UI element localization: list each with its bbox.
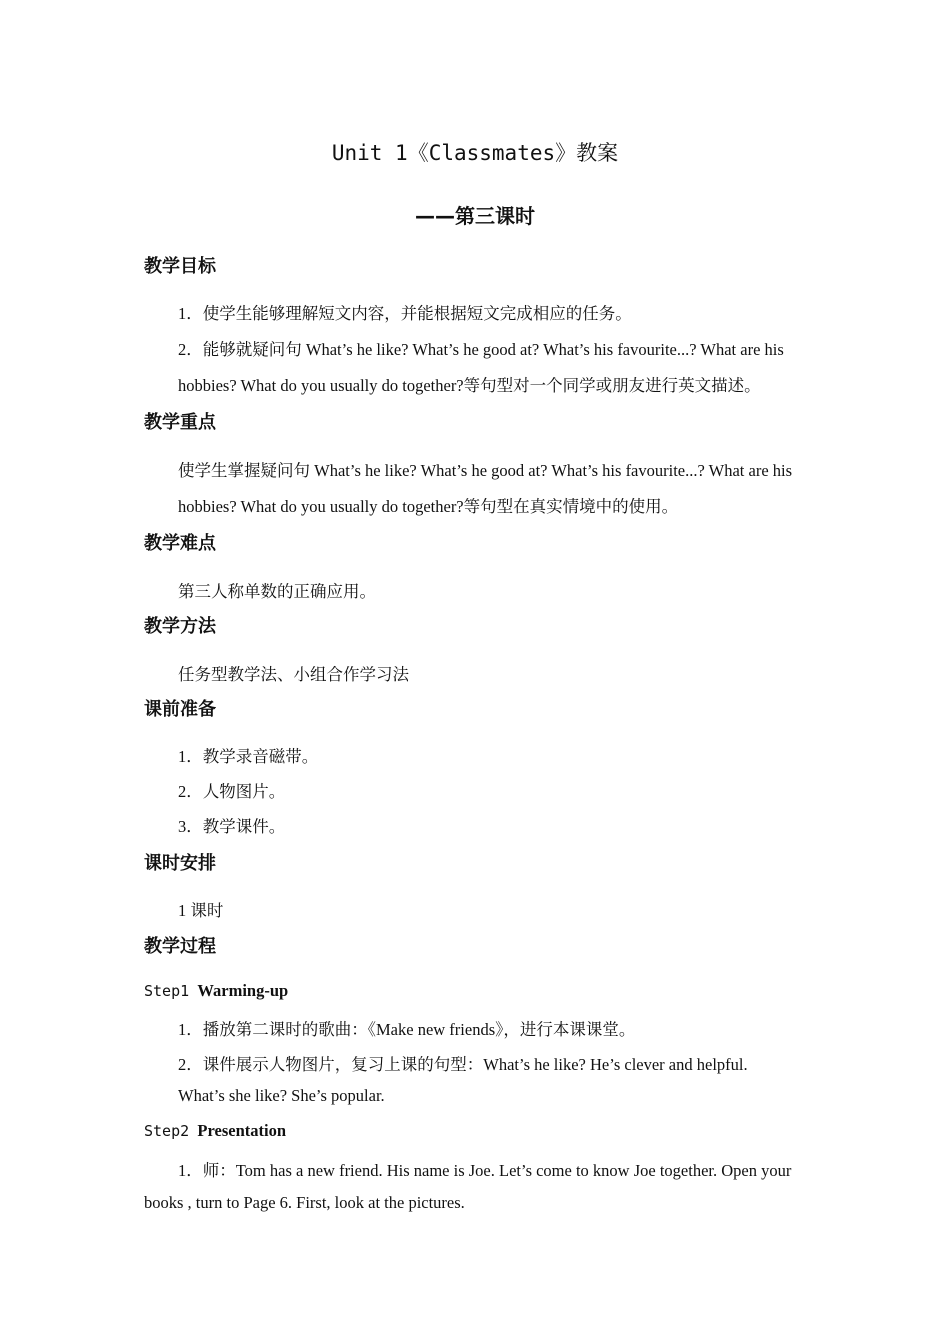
objective-item-2: 2．能够就疑问句 What’s he like? What’s he good at? What’s his favourite...? What are his <box>178 340 784 359</box>
key-points-line-1: 使学生掌握疑问句 What’s he like? What’s he good at? What’s his favourite...? What are his <box>178 461 793 480</box>
step1-line-3: What’s she like? She’s popular. <box>178 1086 385 1105</box>
step2-heading <box>144 1121 286 1141</box>
section-heading-process: 教学过程 <box>144 936 216 957</box>
preparation-item-3: 3．教学课件。 <box>178 817 286 836</box>
section-heading-difficulties: 教学难点 <box>144 533 216 554</box>
step1-label: Step1 <box>144 982 190 1000</box>
document-title: Unit 1《Classmates》教案 <box>331 141 619 165</box>
objective-item-1: 1．使学生能够理解短文内容，并能根据短文完成相应的任务。 <box>178 304 632 323</box>
step1-line-2: 2．课件展示人物图片，复习上课的句型：What’s he like? He’s clever and helpful. <box>178 1055 748 1074</box>
step2-label: Step2 <box>144 1122 190 1140</box>
section-heading-preparation: 课前准备 <box>144 699 216 720</box>
objective-item-2-cont: hobbies? What do you usually do together?等句型对一个同学或朋友进行英文描述。 <box>178 376 761 395</box>
difficulties-text: 第三人称单数的正确应用。 <box>178 582 376 601</box>
step1-line-1: 1．播放第二课时的歌曲：《Make new friends》，进行本课课堂。 <box>178 1020 636 1039</box>
section-heading-methods: 教学方法 <box>144 616 216 637</box>
schedule-text: 1 课时 <box>178 901 224 920</box>
key-points-line-2: hobbies? What do you usually do together?等句型在真实情境中的使用。 <box>178 497 679 516</box>
preparation-item-2: 2．人物图片。 <box>178 782 286 801</box>
section-heading-objectives: 教学目标 <box>144 256 216 277</box>
methods-text: 任务型教学法、小组合作学习法 <box>178 665 409 684</box>
section-heading-key-points: 教学重点 <box>144 412 216 433</box>
step1-heading <box>144 981 288 1001</box>
document-subtitle: ——第三课时 <box>415 204 535 228</box>
step2-name: Presentation <box>197 1121 287 1140</box>
step2-line-1: 1．师：Tom has a new friend. His name is Joe. Let’s come to know Joe together. Open your <box>178 1161 792 1180</box>
step2-line-2: books , turn to Page 6. First, look at the pictures. <box>144 1193 465 1212</box>
preparation-item-1: 1．教学录音磁带。 <box>178 747 319 766</box>
section-heading-schedule: 课时安排 <box>144 853 216 874</box>
step1-name: Warming-up <box>197 981 289 1000</box>
